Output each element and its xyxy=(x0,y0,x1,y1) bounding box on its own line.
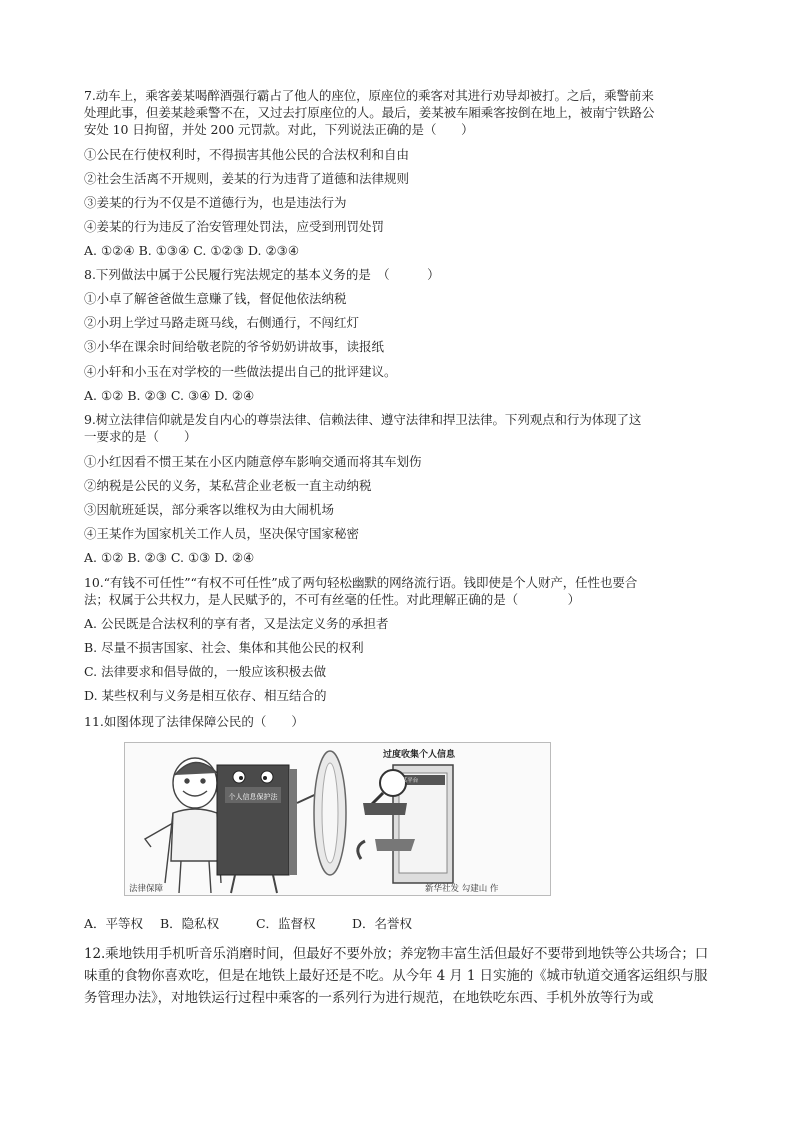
q9-stem-line-2: 一要求的是（ ） xyxy=(84,429,197,444)
q8-item-3: ③小华在课余时间给敬老院的爷爷奶奶讲故事，读报纸 xyxy=(84,339,385,354)
q10-option-d: D. 某些权利与义务是相互依存、相互结合的 xyxy=(84,688,327,703)
q11-option-b: B．隐私权 xyxy=(159,916,220,931)
q9-item-4: ④王某作为国家机关工作人员，坚决保守国家秘密 xyxy=(84,526,360,541)
cartoon-caption-right: 新华社发 勾建山 作 xyxy=(425,884,499,894)
q7-item-4: ④姜某的行为违反了治安管理处罚法，应受到刑罚处罚 xyxy=(84,219,385,234)
q8-options: A. ①② B. ②③ C. ③④ D. ②④ xyxy=(84,388,255,403)
cartoon-banner-text: 过度收集个人信息 xyxy=(382,750,456,760)
cartoon-shield xyxy=(314,751,346,875)
q11-options xyxy=(84,914,412,932)
q9-item-2: ②纳税是公民的义务，某私营企业老板一直主动纳税 xyxy=(84,478,372,493)
q12-stem-line-2: 味重的食物你喜欢吃，但是在地铁上最好还是不吃。从今年 4 月 1 日实施的《城市轨道交通客运组织与服 xyxy=(84,968,708,984)
cartoon-drawing xyxy=(125,743,550,895)
q10-option-b: B. 尽量不损害国家、社会、集体和其他公民的权利 xyxy=(84,640,364,655)
q9-item-3: ③因航班延误，部分乘客以维权为由大闹机场 xyxy=(84,502,335,517)
q9-options: A. ①② B. ②③ C. ①③ D. ②④ xyxy=(84,550,255,565)
q11-stem: 11.如图体现了法律保障公民的（ ） xyxy=(84,714,304,729)
q11-option-a: A．平等权 xyxy=(84,916,144,931)
q8-stem: 8.下列做法中属于公民履行宪法规定的基本义务的是 （ ） xyxy=(84,267,440,282)
book-title-text: 个人信息保护法 xyxy=(228,793,278,801)
q10-option-c: C. 法律要求和倡导做的，一般应该积极去做 xyxy=(84,664,327,679)
q10-stem-line-1: 10.“有钱不可任性”“有权不可任性”成了两句轻松幽默的网络流行语。钱即使是个人财产，任性也要合 xyxy=(84,575,638,590)
q7-stem-line-2: 处理此事，但姜某趁乘警不在，又过去打原座位的人。最后，姜某被车厢乘客按倒在地上，被南宁铁路公 xyxy=(84,105,655,120)
q9-item-1: ①小红因看不惯王某在小区内随意停车影响交通而将其车划伤 xyxy=(84,454,422,469)
q7-item-3: ③姜某的行为不仅是不道德行为，也是违法行为 xyxy=(84,195,347,210)
q10-stem-line-2: 法；权属于公共权力，是人民赋予的，不可有丝毫的任性。对此理解正确的是（ ） xyxy=(84,592,581,607)
q10-option-a: A. 公民既是合法权利的享有者，又是法定义务的承担者 xyxy=(84,616,389,631)
q9-stem-line-1: 9.树立法律信仰就是发自内心的尊崇法律、信赖法律、遵守法律和捍卫法律。下列观点和行为体现了这 xyxy=(84,412,642,427)
q11-option-c: C．监督权 xyxy=(255,916,316,931)
q7-stem-line-1: 7.动车上，乘客姜某喝醉酒强行霸占了他人的座位，原座位的乘客对其进行劝导却被打。之后，乘警前来 xyxy=(84,88,654,103)
q8-item-1: ①小卓了解爸爸做生意赚了钱，督促他依法纳税 xyxy=(84,291,347,306)
cartoon-man xyxy=(145,758,221,893)
q12-stem-line-3: 务管理办法》，对地铁运行过程中乘客的一系列行为进行规范，在地铁吃东西、手机外放等行为或 xyxy=(84,990,654,1006)
cartoon-caption-left: 法律保障 xyxy=(129,884,164,894)
q8-item-4: ④小轩和小玉在对学校的一些做法提出自己的批评建议。 xyxy=(84,364,397,379)
cartoon-law-book xyxy=(217,765,329,893)
q11-cartoon-image xyxy=(124,742,551,896)
q7-item-1: ①公民在行使权利时，不得损害其他公民的合法权利和自由 xyxy=(84,147,410,162)
q8-item-2: ②小玥上学过马路走斑马线，右侧通行，不闯红灯 xyxy=(84,315,360,330)
q7-options: A. ①②④ B. ①③④ C. ①②③ D. ②③④ xyxy=(84,243,300,258)
q12-stem-line-1: 12.乘地铁用手机听音乐消磨时间，但最好不要外放；养宠物丰富生活但最好不要带到地铁等公共场合；口 xyxy=(84,946,709,962)
platform-label: 某平台 xyxy=(401,778,419,784)
q7-item-2: ②社会生活离不开规则，姜某的行为违背了道德和法律规则 xyxy=(84,171,410,186)
q7-stem-line-3: 安处 10 日拘留，并处 200 元罚款。对此，下列说法正确的是（ ） xyxy=(84,122,474,137)
q11-option-d: D．名誉权 xyxy=(351,916,412,931)
